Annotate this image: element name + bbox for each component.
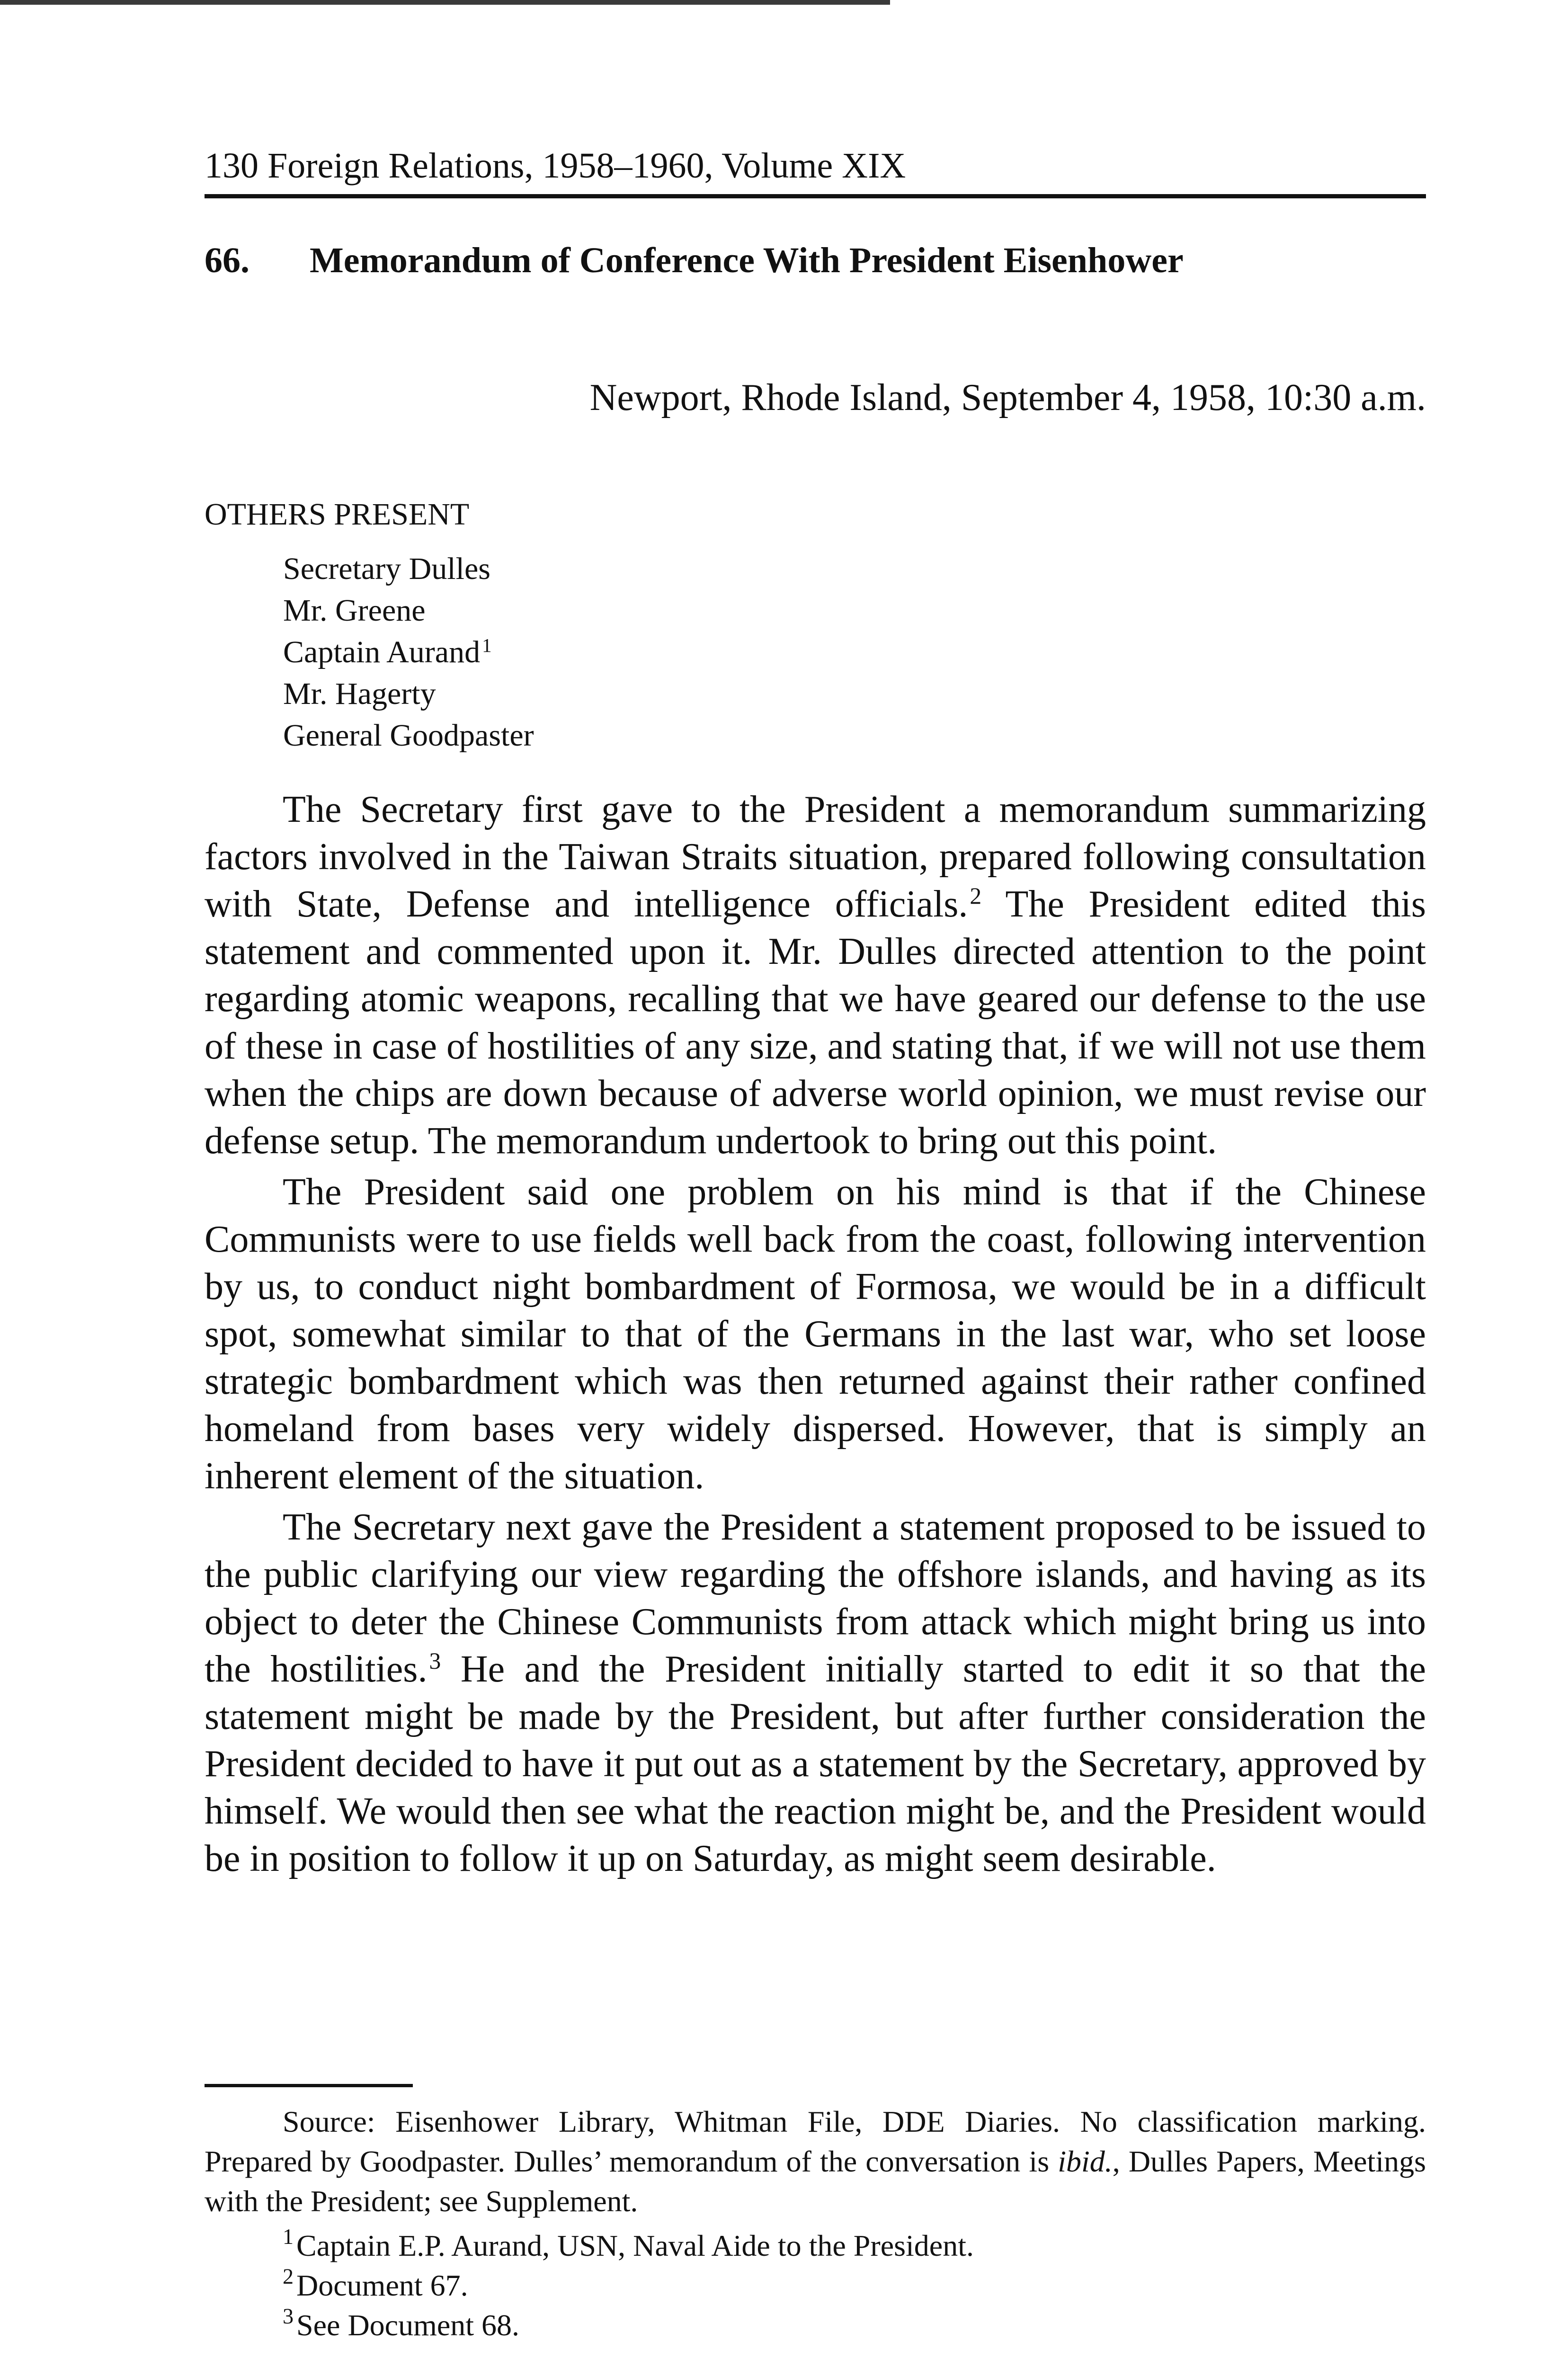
running-head: 130 Foreign Relations, 1958–1960, Volume XIX	[205, 146, 906, 186]
document-number: 66.	[205, 240, 249, 280]
footnote-mark: 2	[283, 2264, 294, 2288]
ibid-italic: ibid.	[1058, 2145, 1113, 2178]
footnotes	[205, 2102, 1426, 2345]
others-present-label: OTHERS PRESENT	[205, 497, 470, 532]
participant-name-text: Captain Aurand	[283, 635, 481, 669]
footnote-1	[283, 2226, 1426, 2266]
participant-name: Mr. Greene	[283, 593, 426, 628]
paragraph-text: The Secretary next gave the President a statement proposed to be issued to the public clarifying our view regarding the offshore islands, and having as its object to deter the Chinese Communists from attack which might bring us into the hostilities.	[205, 1506, 1426, 1690]
source-note	[205, 2102, 1426, 2221]
scan-edge	[0, 0, 890, 5]
body-paragraph: The President said one problem on his mind is that if the Chinese Communists were to use fields well back from the coast, following intervention by us, to conduct night bombardment of Formosa, we would be in a difficult spot, somewhat similar to that of the Germans in the last war, who set loose strategic bombardment which was then returned against their rather confined homeland from bases very widely dispersed. However, that is simply an inherent element of the situation.	[205, 1171, 1426, 1497]
participant-name: Mr. Hagerty	[283, 676, 436, 711]
participant-list	[283, 548, 534, 756]
footnote-text: Document 67.	[296, 2269, 468, 2302]
paragraph-text: The President edited this statement and commented upon it. Mr. Dulles directed attention to the point regarding atomic weapons, recalling that we have geared our defense to the use of these in case of hostilities of any size, and stating that, if we will not use them when the chips are down because of adverse world opinion, we must revise our defense setup. The memorandum undertook to bring out this point.	[205, 883, 1426, 1162]
paragraph-text: The Secretary first gave to the President a memorandum summarizing factors involved in the Taiwan Straits situation, prepared following consultation with State, Defense and intelligence officials.	[205, 789, 1426, 925]
footnote-ref: 2	[970, 882, 982, 909]
document-title-text: Memorandum of Conference With President Eisenhower	[310, 240, 1184, 280]
header-rule	[205, 194, 1426, 198]
footnote-ref: 1	[482, 634, 492, 656]
footnote-text: See Document 68.	[296, 2308, 520, 2342]
footnote-text: Captain E.P. Aurand, USN, Naval Aide to the President.	[296, 2229, 974, 2262]
footnote-2	[283, 2266, 1426, 2305]
paragraph-text: He and the President initially started to edit it so that the statement might be made by the President, but after further consideration the President decided to have it put out as a statement by the Secretary, approved by himself. We would then see what the reaction might be, and the President would be in position to follow it up on Saturday, as might seem desirable.	[205, 1648, 1426, 1879]
source-note-text: , Dulles Papers, Meetings with the President; see Supplement.	[205, 2145, 1426, 2218]
footnote-ref: 3	[429, 1647, 441, 1674]
footnote-3	[283, 2305, 1426, 2345]
footnote-rule	[205, 2084, 413, 2087]
body-paragraph	[205, 1504, 1426, 1882]
body-paragraph	[205, 786, 1426, 1165]
participant-name: General Goodpaster	[283, 718, 534, 753]
memorandum-body	[205, 786, 1426, 1886]
dateline: Newport, Rhode Island, September 4, 1958, 10:30 a.m.	[589, 377, 1426, 418]
participant-name: Secretary Dulles	[283, 552, 490, 586]
document-title	[205, 237, 1426, 284]
footnote-mark: 3	[283, 2304, 294, 2328]
participant-name	[283, 632, 534, 673]
source-note-text: Source: Eisenhower Library, Whitman File, DDE Diaries. No classification marking. Prepared by Goodpaster. Dulles’ memorandum of the conversation is	[205, 2105, 1426, 2178]
footnote-mark: 1	[283, 2224, 294, 2249]
